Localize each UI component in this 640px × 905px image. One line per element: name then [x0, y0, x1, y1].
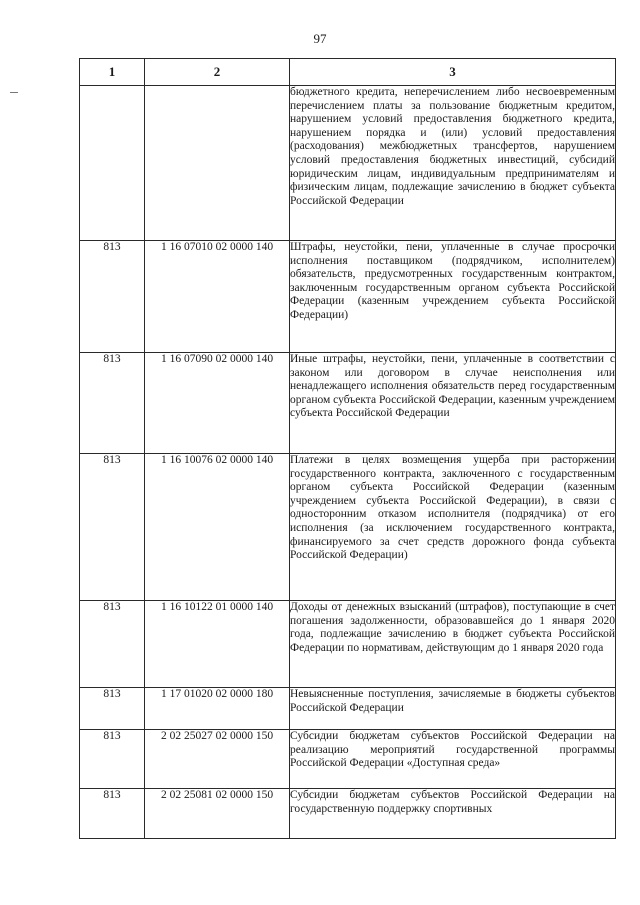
margin-mark: [10, 92, 18, 93]
description-text: Штрафы, неустойки, пени, уплаченные в случае просрочки исполнения поставщиком (подрядчиком, исполнителем) обязательств, предусмотренных государственным контрактом, заключенным государственным органом субъекта Российской Федерации (казенным учреждением субъекта Российской Федерации): [290, 241, 615, 321]
table-row-continuation: [80, 86, 616, 241]
budget-code-cell: 2 02 25081 02 0000 150: [145, 789, 290, 839]
budget-code-cell: 1 16 10122 01 0000 140: [145, 601, 290, 688]
description-text: Платежи в целях возмещения ущерба при расторжении государственного контракта, заключенного с государственным органом субъекта Российской Федерации (казенным учреждением субъекта Российской Федерации), в связи с односторонним отказом исполнителя (подрядчика) от его исполнения (за исключением государственного контракта, финансируемого за счет средств дорожного фонда субъекта Российской Федерации): [290, 454, 615, 562]
table-row: [80, 353, 616, 454]
table-row: [80, 241, 616, 353]
admin-code-cell: [80, 86, 145, 241]
budget-code-cell: 1 16 10076 02 0000 140: [145, 454, 290, 601]
description-cell: [290, 688, 616, 730]
admin-code-cell: 813: [80, 789, 145, 839]
table-row: [80, 454, 616, 601]
page-number: 97: [313, 31, 327, 46]
budget-code-cell: 1 16 07090 02 0000 140: [145, 353, 290, 454]
budget-code-cell: 2 02 25027 02 0000 150: [145, 730, 290, 789]
table-row: [80, 789, 616, 839]
description-cell: [290, 789, 616, 839]
table-row: [80, 688, 616, 730]
admin-code-cell: 813: [80, 601, 145, 688]
description-cell: [290, 730, 616, 789]
description-text: Иные штрафы, неустойки, пени, уплаченные в соответствии с законом или договором в случае неисполнения или ненадлежащего исполнения обязательств перед государственным органом субъекта Российской Федерации, казенным учреждением субъекта Российской Федерации: [290, 353, 615, 420]
description-text: Субсидии бюджетам субъектов Российской Федерации на реализацию мероприятий государственной программы Российской Федерации «Доступная среда»: [290, 730, 615, 770]
admin-code-cell: 813: [80, 454, 145, 601]
budget-code-cell: 1 16 07010 02 0000 140: [145, 241, 290, 353]
description-cell: [290, 454, 616, 601]
description-text: бюджетного кредита, неперечислением либо несвоевременным перечислением платы за пользование бюджетным кредитом, нарушением условий предоставления бюджетного кредита, нарушением порядка и (или) условий предоставления (расходования) межбюджетных трансфертов, нарушением условий предоставления бюджетных инвестиций, субсидий юридическим лицам, индивидуальным предпринимателям и физическим лицам, подлежащие зачислению в бюджет субъекта Российской Федерации: [290, 86, 615, 207]
admin-code-cell: 813: [80, 688, 145, 730]
table-header-row: [80, 59, 616, 86]
description-cell: [290, 601, 616, 688]
table-row: [80, 601, 616, 688]
budget-code-cell: 1 17 01020 02 0000 180: [145, 688, 290, 730]
admin-code-cell: 813: [80, 241, 145, 353]
description-text: Субсидии бюджетам субъектов Российской Федерации на государственную поддержку спортивных: [290, 789, 615, 815]
column-header-1: 1: [80, 59, 145, 86]
admin-code-cell: 813: [80, 730, 145, 789]
column-header-2: 2: [145, 59, 290, 86]
admin-code-cell: 813: [80, 353, 145, 454]
description-cell: [290, 86, 616, 241]
column-header-3: 3: [290, 59, 616, 86]
description-cell: [290, 241, 616, 353]
description-cell: [290, 353, 616, 454]
budget-code-cell: [145, 86, 290, 241]
table-row: [80, 730, 616, 789]
revenue-codes-table: [79, 58, 616, 839]
description-text: Невыясненные поступления, зачисляемые в бюджеты субъектов Российской Федерации: [290, 688, 615, 714]
description-text: Доходы от денежных взысканий (штрафов), поступающие в счет погашения задолженности, образовавшейся до 1 января 2020 года, подлежащие зачислению в бюджет субъекта Российской Федерации по нормативам, действующим до 1 января 2020 года: [290, 601, 615, 654]
